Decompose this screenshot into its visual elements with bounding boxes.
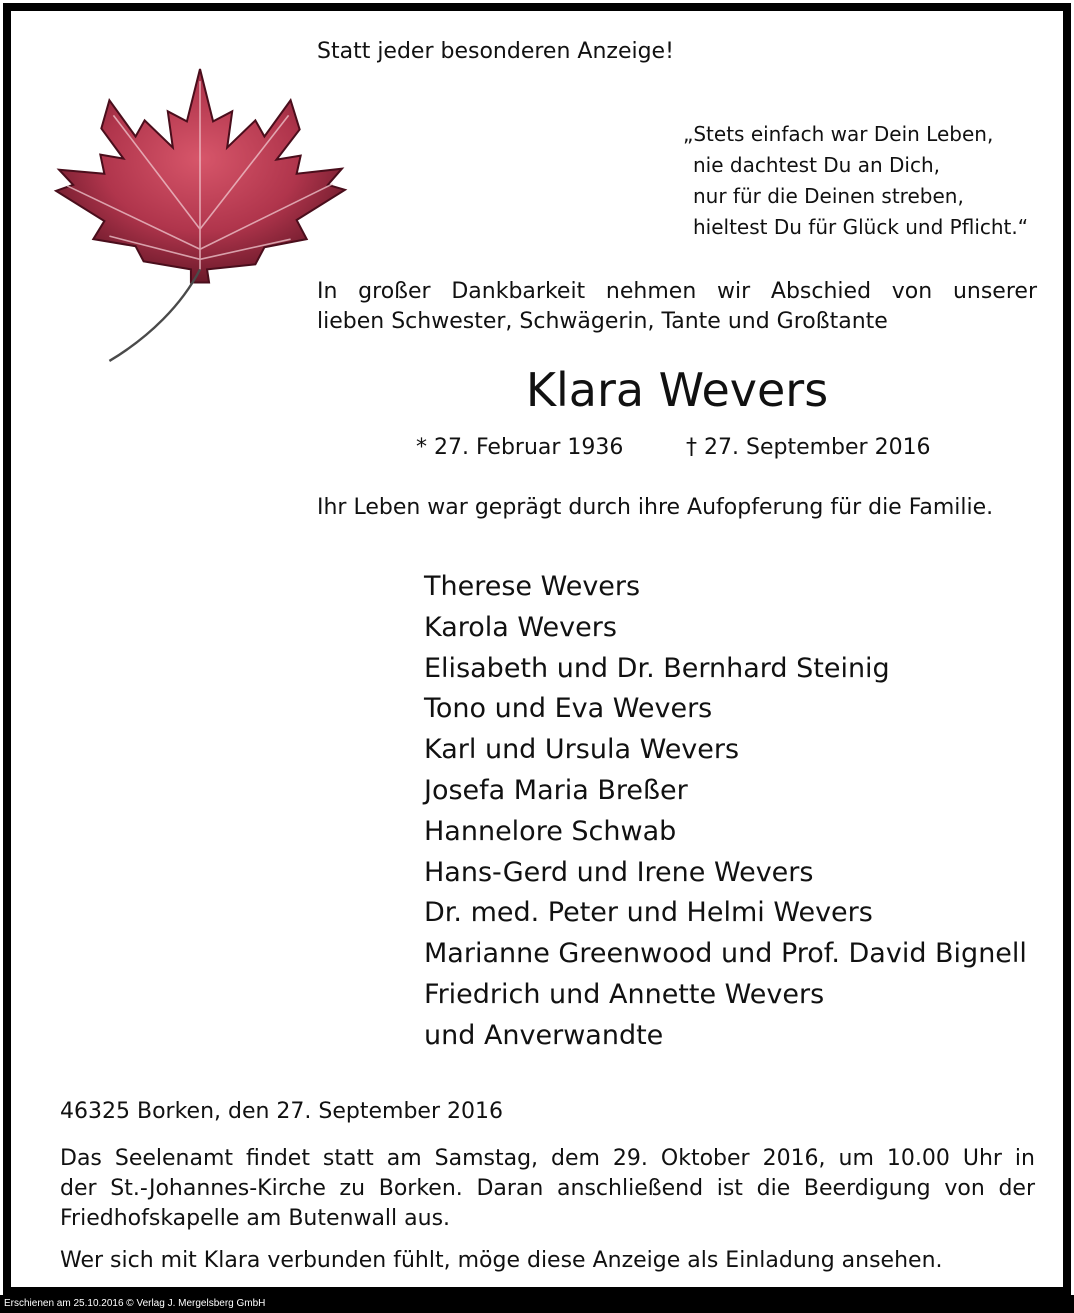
death-date: † 27. September 2016 xyxy=(686,435,931,460)
list-item: Josefa Maria Breßer xyxy=(424,774,688,806)
place-date: 46325 Borken, den 27. September 2016 xyxy=(60,1099,503,1124)
poem-line: nie dachtest Du an Dich, xyxy=(693,153,940,177)
list-item: Karola Wevers xyxy=(424,611,617,643)
list-item: Dr. med. Peter und Helmi Wevers xyxy=(424,897,873,929)
service-line: Friedhofskapelle am Butenwall aus. xyxy=(60,1206,451,1231)
intro-line: lieben Schwester, Schwägerin, Tante und Großtante xyxy=(317,309,888,334)
list-item: Hannelore Schwab xyxy=(424,815,677,847)
publication-footer: Erschienen am 25.10.2016 © Verlag J. Mergelsberg GmbH xyxy=(0,1295,1074,1313)
memorial-poem xyxy=(683,119,1028,243)
notice-header: Statt jeder besonderen Anzeige! xyxy=(317,39,674,64)
list-item: Elisabeth und Dr. Bernhard Steinig xyxy=(424,652,890,684)
poem-line: „Stets einfach war Dein Leben, xyxy=(683,122,994,146)
legacy-statement: Ihr Leben war geprägt durch ihre Aufopferung für die Familie. xyxy=(317,495,994,520)
deceased-name: Klara Wevers xyxy=(525,363,829,417)
list-item: Karl und Ursula Wevers xyxy=(424,734,740,766)
invitation-text: Wer sich mit Klara verbunden fühlt, möge diese Anzeige als Einladung ansehen. xyxy=(60,1248,943,1273)
maple-leaf-icon xyxy=(49,63,351,365)
list-item: Friedrich und Annette Wevers xyxy=(424,978,825,1010)
birth-date: * 27. Februar 1936 xyxy=(416,435,624,460)
list-item: Tono und Eva Wevers xyxy=(424,693,713,725)
intro-line: In großer Dankbarkeit nehmen wir Abschied von unserer xyxy=(317,279,1037,304)
mourner-list xyxy=(424,567,1027,1057)
list-item: und Anverwandte xyxy=(424,1019,664,1051)
obituary-frame xyxy=(3,3,1071,1295)
leaf-stem xyxy=(109,269,200,361)
farewell-intro xyxy=(317,277,1037,337)
service-line: der St.-Johannes-Kirche zu Borken. Daran anschließend ist die Beerdigung von der xyxy=(60,1176,1035,1201)
poem-line: nur für die Deinen streben, xyxy=(693,184,964,208)
list-item: Therese Wevers xyxy=(424,571,641,602)
service-line: Das Seelenamt findet statt am Samstag, dem 29. Oktober 2016, um 10.00 Uhr in xyxy=(60,1146,1035,1171)
service-details xyxy=(60,1144,1035,1234)
poem-line: hieltest Du für Glück und Pflicht.“ xyxy=(693,215,1029,239)
list-item: Marianne Greenwood und Prof. David Bignell xyxy=(424,938,1027,970)
list-item: Hans-Gerd und Irene Wevers xyxy=(424,856,814,888)
